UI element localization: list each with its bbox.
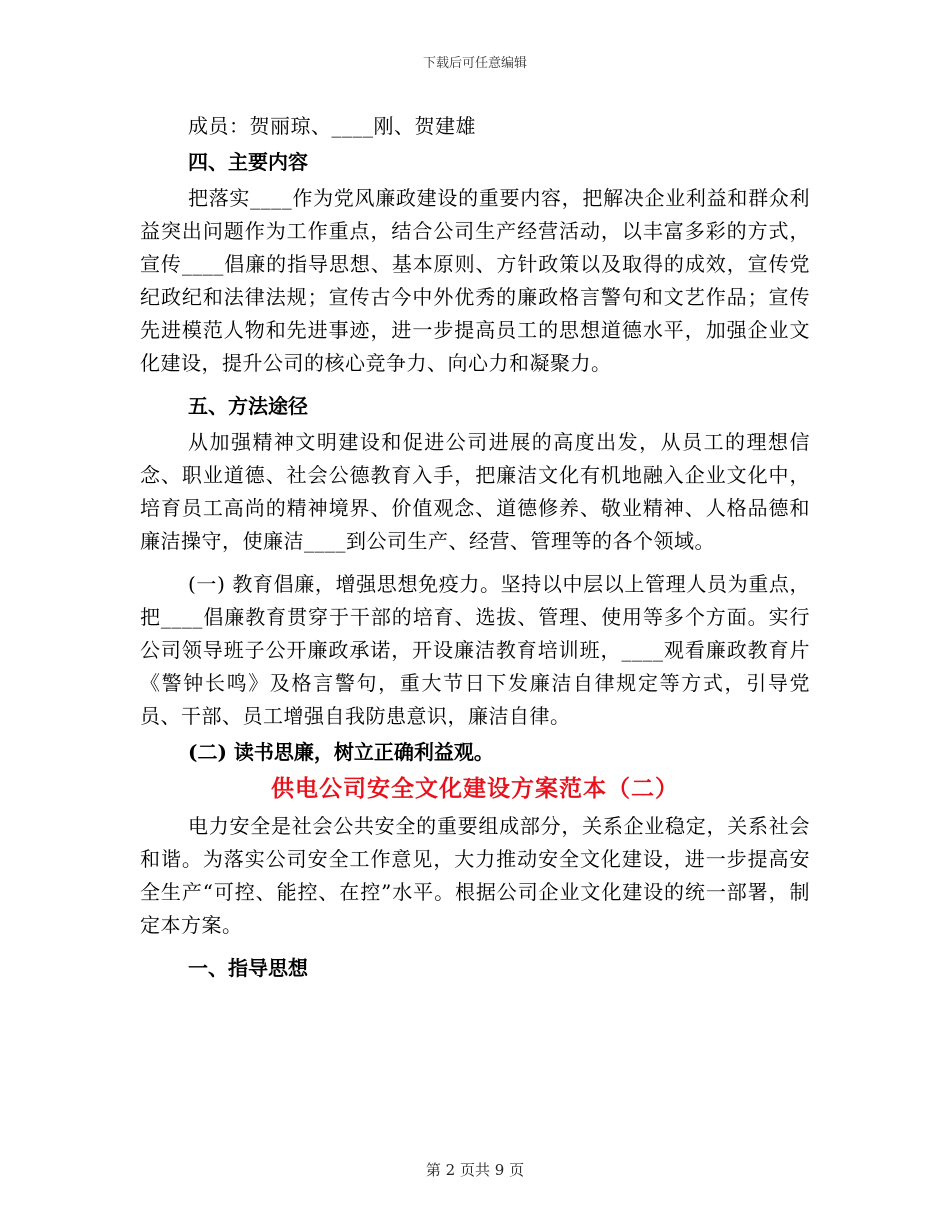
members-line: 成员：贺丽琼、____刚、贺建雄 (188, 114, 476, 138)
section-4-paragraph: 把落实____作为党风廉政建设的重要内容，把解决企业利益和群众利益突出问题作为工作重点，结合公司生产经营活动，以丰富多彩的方式，宣传____倡廉的指导思想、基本原则、方针政策以及取得的成效，宣传党纪政纪和法律法规；宣传古今中外优秀的廉政格言警句和文艺作品；宣传先进模范人物和先进事迹，进一步提高员工的思想道德水平，加强企业文化建设，提升公司的核心竞争力、向心力和凝聚力。 (140, 186, 810, 375)
document-2-section-1-heading: 一、指导思想 (188, 956, 308, 980)
subsection-2-heading: (二) 读书思廉，树立正确利益观。 (188, 740, 494, 764)
section-5-heading: 五、方法途径 (188, 394, 308, 418)
section-4-heading: 四、主要内容 (188, 150, 308, 174)
page-header-note: 下载后可任意编辑 (422, 56, 527, 71)
document-body (140, 110, 810, 985)
document-2-title: 供电公司安全文化建设方案范本（二） (271, 775, 679, 802)
section-5-paragraph: 从加强精神文明建设和促进公司进展的高度出发，从员工的理想信念、职业道德、社会公德教育入手，把廉洁文化有机地融入企业文化中，培育员工高尚的精神境界、价值观念、道德修养、敬业精神、人格品德和廉洁操守，使廉洁____到公司生产、经营、管理等的各个领域。 (140, 430, 810, 553)
page-number-footer: 第 2 页共 9 页 (425, 1161, 525, 1179)
subsection-1-paragraph: (一) 教育倡廉，增强思想免疫力。坚持以中层以上管理人员为重点，把____倡廉教育贯穿于干部的培育、选拔、管理、使用等多个方面。实行公司领导班子公开廉政承诺，开设廉洁教育培训班，____观看廉政教育片《警钟长鸣》及格言警句，重大节日下发廉洁自律规定等方式，引导党员、干部、员工增强自我防患意识，廉洁自律。 (140, 572, 810, 728)
document-2-intro-paragraph: 电力安全是社会公共安全的重要组成部分，关系企业稳定，关系社会和谐。为落实公司安全工作意见，大力推动安全文化建设，进一步提高安全生产“可控、能控、在控”水平。根据公司企业文化建设的统一部署，制定本方案。 (140, 814, 810, 937)
